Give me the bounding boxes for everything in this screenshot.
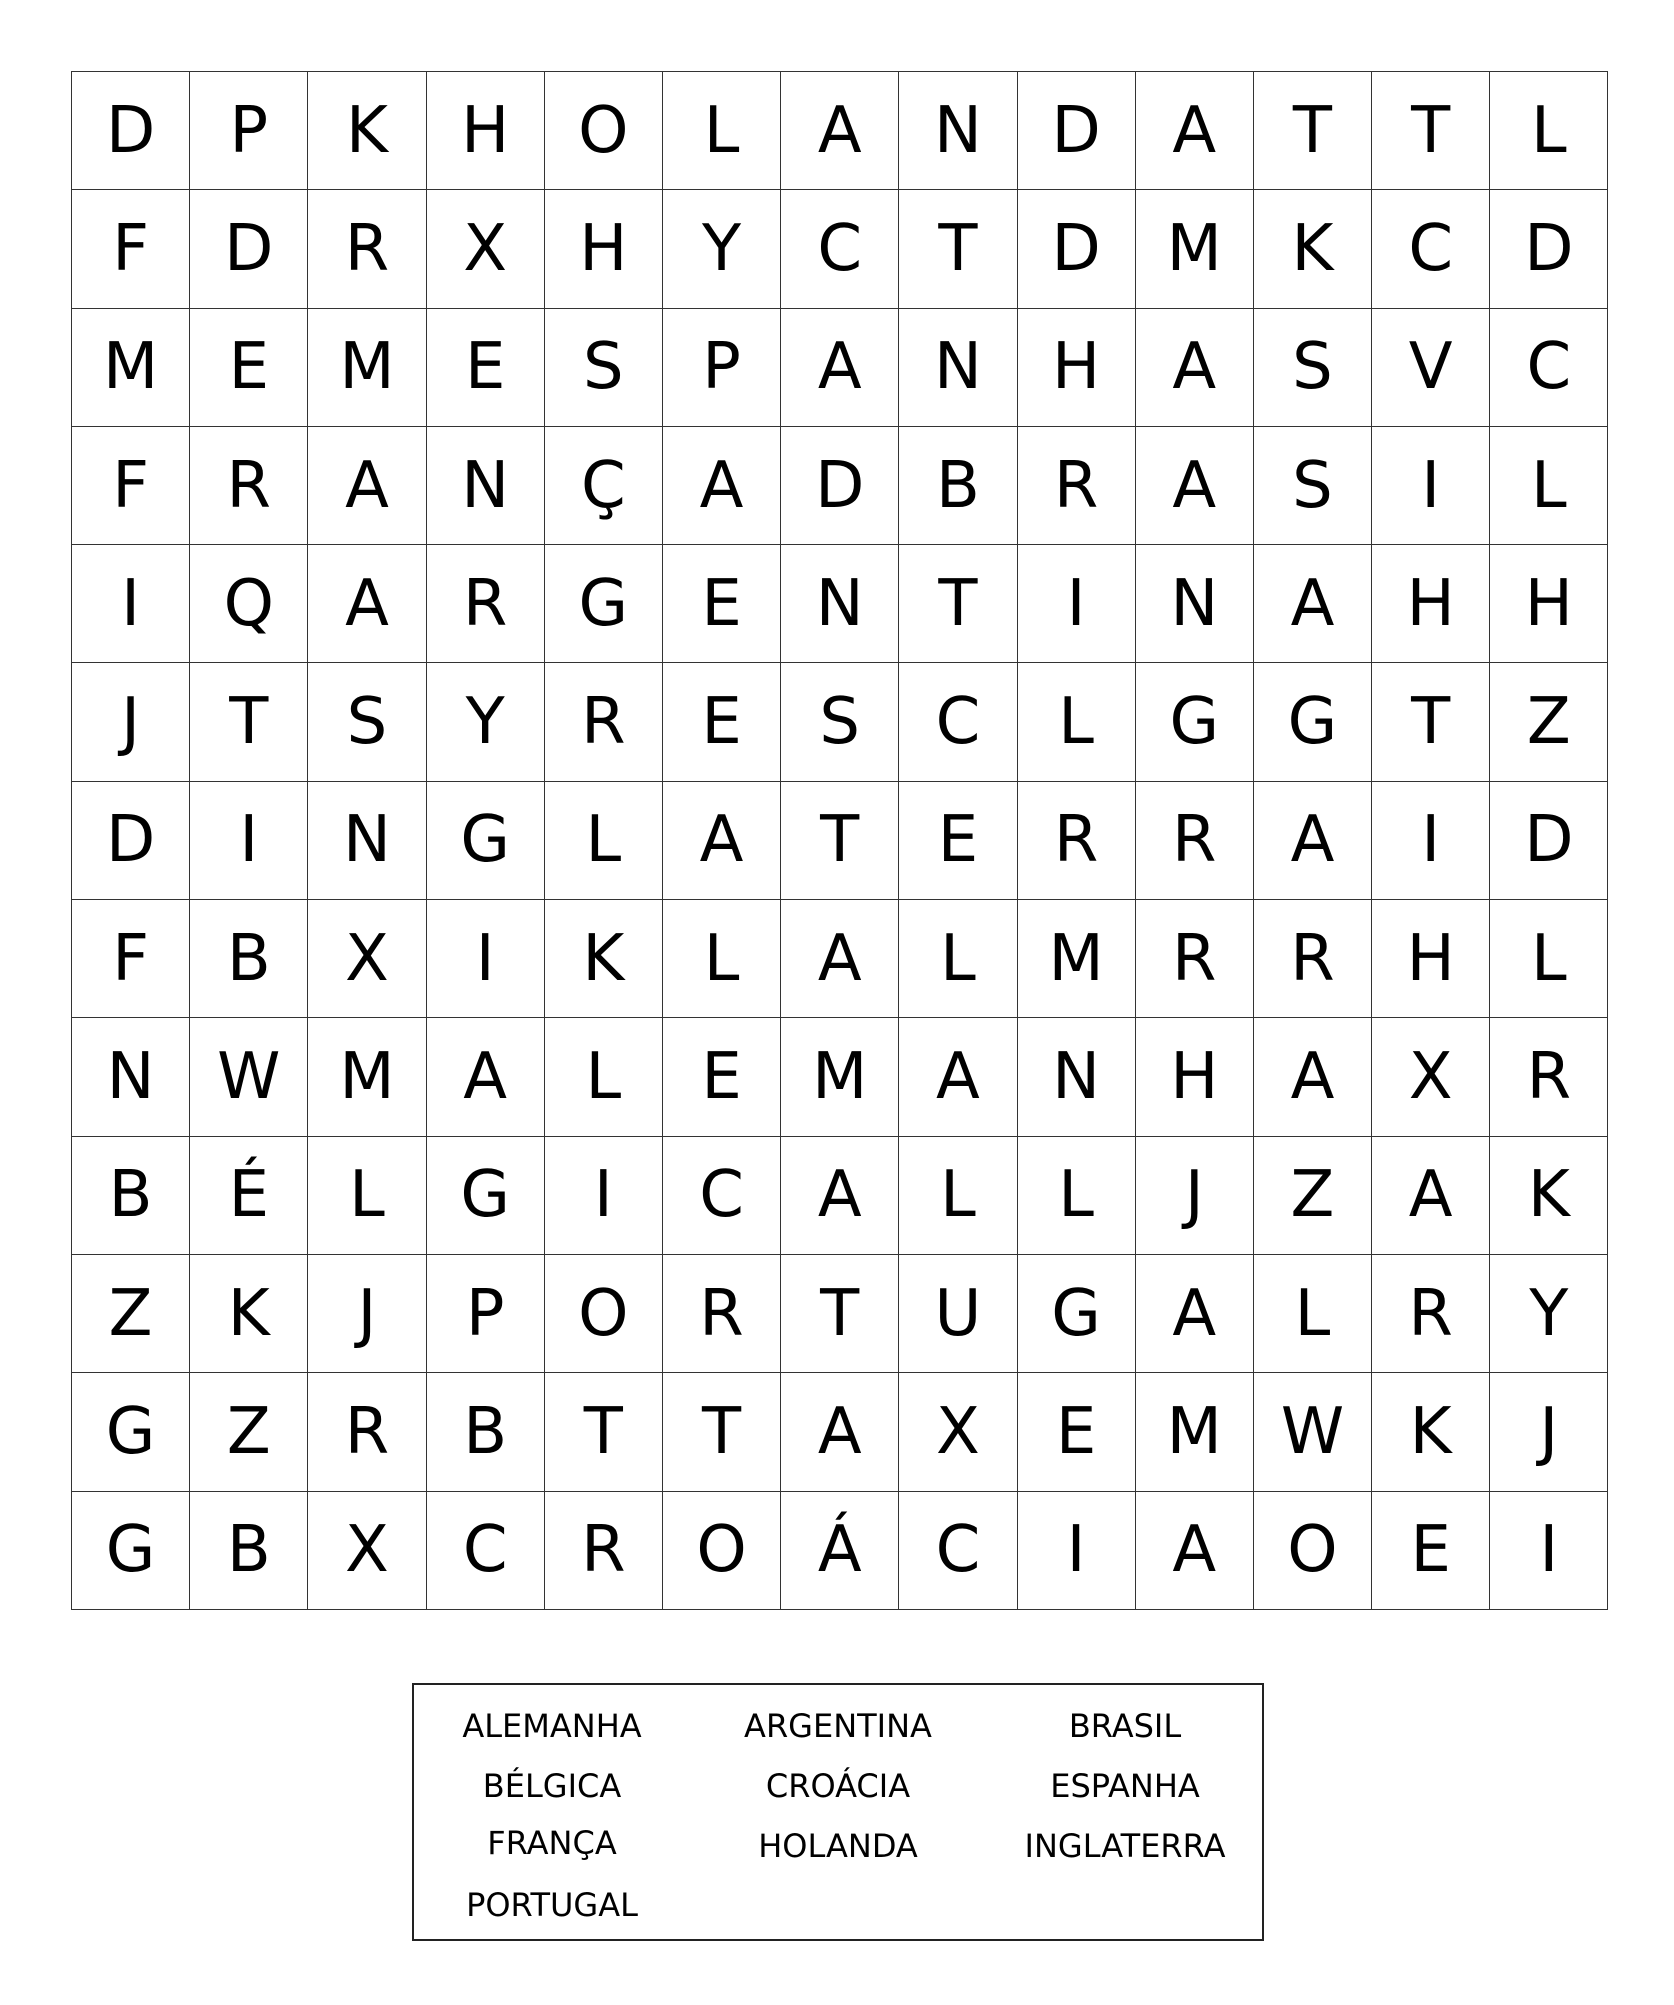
grid-cell[interactable]: S — [308, 663, 426, 781]
grid-cell[interactable]: G — [1254, 663, 1372, 781]
grid-cell[interactable]: M — [1136, 190, 1254, 308]
grid-cell[interactable]: A — [1136, 427, 1254, 545]
grid-cell[interactable]: J — [1490, 1373, 1608, 1491]
grid-cell[interactable]: E — [427, 309, 545, 427]
grid-cell[interactable]: D — [190, 190, 308, 308]
grid-cell[interactable]: E — [190, 309, 308, 427]
grid-cell[interactable]: Z — [190, 1373, 308, 1491]
grid-cell[interactable]: A — [1254, 1018, 1372, 1136]
grid-cell[interactable]: G — [72, 1492, 190, 1610]
grid-cell[interactable]: K — [308, 72, 426, 190]
grid-cell[interactable]: A — [781, 1137, 899, 1255]
grid-cell[interactable]: N — [1018, 1018, 1136, 1136]
grid-cell[interactable]: I — [1372, 782, 1490, 900]
grid-cell[interactable]: T — [899, 190, 1017, 308]
grid-cell[interactable]: J — [72, 663, 190, 781]
grid-cell[interactable]: É — [190, 1137, 308, 1255]
grid-cell[interactable]: R — [308, 190, 426, 308]
grid-cell[interactable]: D — [1490, 782, 1608, 900]
grid-cell[interactable]: A — [427, 1018, 545, 1136]
grid-cell[interactable]: M — [1018, 900, 1136, 1018]
word-list-item: ARGENTINA — [744, 1707, 932, 1745]
grid-cell[interactable]: G — [72, 1373, 190, 1491]
grid-cell[interactable]: C — [899, 663, 1017, 781]
word-search-grid — [71, 71, 1608, 1610]
grid-cell[interactable]: A — [1136, 1492, 1254, 1610]
grid-cell[interactable]: A — [1136, 1255, 1254, 1373]
grid-cell[interactable]: O — [545, 72, 663, 190]
grid-cell[interactable]: L — [1018, 663, 1136, 781]
grid-cell[interactable]: C — [663, 1137, 781, 1255]
grid-cell[interactable]: J — [308, 1255, 426, 1373]
grid-cell[interactable]: Z — [72, 1255, 190, 1373]
grid-cell[interactable]: A — [1136, 309, 1254, 427]
grid-cell[interactable]: H — [545, 190, 663, 308]
grid-cell[interactable]: R — [308, 1373, 426, 1491]
grid-cell[interactable]: A — [308, 545, 426, 663]
grid-cell[interactable]: K — [1254, 190, 1372, 308]
grid-cell[interactable]: J — [1136, 1137, 1254, 1255]
grid-cell[interactable]: D — [1490, 190, 1608, 308]
grid-cell[interactable]: E — [663, 663, 781, 781]
grid-cell[interactable]: T — [190, 663, 308, 781]
grid-cell[interactable]: D — [72, 782, 190, 900]
grid-cell[interactable]: A — [1136, 72, 1254, 190]
grid-cell[interactable]: H — [1490, 545, 1608, 663]
grid-cell[interactable]: T — [1372, 663, 1490, 781]
grid-cell[interactable]: G — [1136, 663, 1254, 781]
grid-cell[interactable]: Y — [663, 190, 781, 308]
grid-cell[interactable]: E — [1018, 1373, 1136, 1491]
grid-cell[interactable]: C — [781, 190, 899, 308]
grid-cell[interactable]: R — [190, 427, 308, 545]
grid-cell[interactable]: R — [427, 545, 545, 663]
grid-cell[interactable]: V — [1372, 309, 1490, 427]
grid-cell[interactable]: W — [1254, 1373, 1372, 1491]
grid-cell[interactable]: O — [663, 1492, 781, 1610]
grid-cell[interactable]: M — [308, 1018, 426, 1136]
grid-cell[interactable]: N — [427, 427, 545, 545]
grid-cell[interactable]: H — [427, 72, 545, 190]
grid-cell[interactable]: M — [1136, 1373, 1254, 1491]
grid-cell[interactable]: X — [899, 1373, 1017, 1491]
grid-cell[interactable]: L — [308, 1137, 426, 1255]
grid-cell[interactable]: D — [1018, 190, 1136, 308]
grid-cell[interactable]: D — [72, 72, 190, 190]
grid-cell[interactable]: N — [1136, 545, 1254, 663]
grid-cell[interactable]: A — [899, 1018, 1017, 1136]
grid-cell[interactable]: L — [545, 782, 663, 900]
grid-cell[interactable]: S — [781, 663, 899, 781]
word-list-item: HOLANDA — [758, 1827, 918, 1865]
grid-cell[interactable]: N — [899, 72, 1017, 190]
grid-cell[interactable]: B — [72, 1137, 190, 1255]
grid-cell[interactable]: Z — [1490, 663, 1608, 781]
grid-cell[interactable]: K — [1490, 1137, 1608, 1255]
word-list-box — [412, 1683, 1264, 1941]
grid-cell[interactable]: L — [1254, 1255, 1372, 1373]
grid-cell[interactable]: F — [72, 900, 190, 1018]
word-list-item: INGLATERRA — [1024, 1827, 1226, 1865]
grid-cell[interactable]: T — [545, 1373, 663, 1491]
grid-cell[interactable]: A — [1254, 545, 1372, 663]
word-list-item: BRASIL — [1068, 1707, 1182, 1745]
grid-cell[interactable]: T — [1372, 72, 1490, 190]
grid-cell[interactable]: O — [1254, 1492, 1372, 1610]
grid-cell[interactable]: L — [663, 72, 781, 190]
grid-cell[interactable]: R — [545, 663, 663, 781]
grid-cell[interactable]: X — [427, 190, 545, 308]
grid-cell[interactable]: C — [1372, 190, 1490, 308]
grid-cell[interactable]: Z — [1254, 1137, 1372, 1255]
grid-cell[interactable]: T — [781, 782, 899, 900]
grid-cell[interactable]: M — [308, 309, 426, 427]
grid-cell[interactable]: X — [308, 1492, 426, 1610]
grid-cell[interactable]: F — [72, 190, 190, 308]
grid-cell[interactable]: G — [427, 1137, 545, 1255]
grid-cell[interactable]: D — [781, 427, 899, 545]
word-list-item: FRANÇA — [487, 1824, 617, 1862]
grid-cell[interactable]: G — [427, 782, 545, 900]
grid-cell[interactable]: X — [308, 900, 426, 1018]
grid-cell[interactable]: P — [190, 72, 308, 190]
word-list-item: ESPANHA — [1050, 1767, 1200, 1805]
grid-cell[interactable]: N — [308, 782, 426, 900]
grid-cell[interactable]: I — [545, 1137, 663, 1255]
grid-cell[interactable]: L — [1490, 900, 1608, 1018]
grid-cell[interactable]: E — [663, 545, 781, 663]
grid-cell[interactable]: X — [1372, 1018, 1490, 1136]
grid-cell[interactable]: M — [72, 309, 190, 427]
grid-cell[interactable]: C — [427, 1492, 545, 1610]
grid-cell[interactable]: Y — [427, 663, 545, 781]
grid-cell[interactable]: N — [899, 309, 1017, 427]
word-list-item: CROÁCIA — [765, 1767, 911, 1805]
grid-cell[interactable]: L — [1018, 1137, 1136, 1255]
grid-cell[interactable]: T — [663, 1373, 781, 1491]
grid-cell[interactable]: S — [1254, 427, 1372, 545]
grid-cell[interactable]: L — [663, 900, 781, 1018]
grid-cell[interactable]: L — [1490, 72, 1608, 190]
grid-cell[interactable]: I — [1490, 1492, 1608, 1610]
grid-cell[interactable]: R — [545, 1492, 663, 1610]
grid-cell[interactable]: L — [899, 900, 1017, 1018]
grid-cell[interactable]: A — [663, 782, 781, 900]
grid-cell[interactable]: H — [1136, 1018, 1254, 1136]
grid-cell[interactable]: C — [1490, 309, 1608, 427]
grid-cell[interactable]: R — [1018, 782, 1136, 900]
grid-cell[interactable]: R — [1372, 1255, 1490, 1373]
grid-cell[interactable]: Q — [190, 545, 308, 663]
word-list-item: PORTUGAL — [466, 1886, 638, 1924]
grid-cell[interactable]: B — [190, 900, 308, 1018]
grid-cell[interactable]: I — [427, 900, 545, 1018]
grid-cell[interactable]: P — [663, 309, 781, 427]
grid-cell[interactable]: I — [1018, 1492, 1136, 1610]
grid-cell[interactable]: R — [1136, 782, 1254, 900]
grid-cell[interactable]: L — [899, 1137, 1017, 1255]
grid-cell[interactable]: L — [1490, 427, 1608, 545]
grid-cell[interactable]: R — [1136, 900, 1254, 1018]
grid-cell[interactable]: P — [427, 1255, 545, 1373]
grid-cell[interactable]: S — [1254, 309, 1372, 427]
grid-cell[interactable]: E — [899, 782, 1017, 900]
grid-cell[interactable]: H — [1018, 309, 1136, 427]
word-list-item: ALEMANHA — [462, 1707, 642, 1745]
grid-cell[interactable]: N — [72, 1018, 190, 1136]
grid-cell[interactable]: F — [72, 427, 190, 545]
grid-cell[interactable]: H — [1372, 900, 1490, 1018]
grid-cell[interactable]: C — [899, 1492, 1017, 1610]
grid-cell[interactable]: N — [781, 545, 899, 663]
grid-cell[interactable]: G — [1018, 1255, 1136, 1373]
grid-cell[interactable]: A — [781, 900, 899, 1018]
grid-cell[interactable]: A — [1372, 1137, 1490, 1255]
grid-cell[interactable]: D — [1018, 72, 1136, 190]
grid-cell[interactable]: R — [1490, 1018, 1608, 1136]
grid-cell[interactable]: Á — [781, 1492, 899, 1610]
grid-cell[interactable]: B — [427, 1373, 545, 1491]
word-list-item: BÉLGICA — [482, 1767, 622, 1805]
grid-cell[interactable]: E — [1372, 1492, 1490, 1610]
grid-cell[interactable]: A — [781, 1373, 899, 1491]
grid-cell[interactable]: A — [781, 72, 899, 190]
grid-cell[interactable]: I — [190, 782, 308, 900]
grid-cell[interactable]: H — [1372, 545, 1490, 663]
grid-cell[interactable]: R — [1254, 900, 1372, 1018]
grid-cell[interactable]: B — [190, 1492, 308, 1610]
grid-cell[interactable]: K — [545, 900, 663, 1018]
grid-cell[interactable]: A — [308, 427, 426, 545]
grid-cell[interactable]: O — [545, 1255, 663, 1373]
grid-cell[interactable]: U — [899, 1255, 1017, 1373]
grid-cell[interactable]: R — [1018, 427, 1136, 545]
grid-cell[interactable]: M — [781, 1018, 899, 1136]
grid-cell[interactable]: K — [190, 1255, 308, 1373]
grid-cell[interactable]: A — [781, 309, 899, 427]
grid-cell[interactable]: W — [190, 1018, 308, 1136]
grid-cell[interactable]: Y — [1490, 1255, 1608, 1373]
grid-cell[interactable]: A — [1254, 782, 1372, 900]
grid-cell[interactable]: I — [72, 545, 190, 663]
grid-cell[interactable]: I — [1018, 545, 1136, 663]
grid-cell[interactable]: A — [663, 427, 781, 545]
grid-cell[interactable]: E — [663, 1018, 781, 1136]
grid-cell[interactable]: T — [781, 1255, 899, 1373]
grid-cell[interactable]: Ç — [545, 427, 663, 545]
grid-cell[interactable]: K — [1372, 1373, 1490, 1491]
grid-cell[interactable]: T — [1254, 72, 1372, 190]
grid-cell[interactable]: G — [545, 545, 663, 663]
grid-cell[interactable]: L — [545, 1018, 663, 1136]
grid-cell[interactable]: R — [663, 1255, 781, 1373]
grid-cell[interactable]: S — [545, 309, 663, 427]
grid-cell[interactable]: T — [899, 545, 1017, 663]
grid-cell[interactable]: I — [1372, 427, 1490, 545]
grid-cell[interactable]: B — [899, 427, 1017, 545]
